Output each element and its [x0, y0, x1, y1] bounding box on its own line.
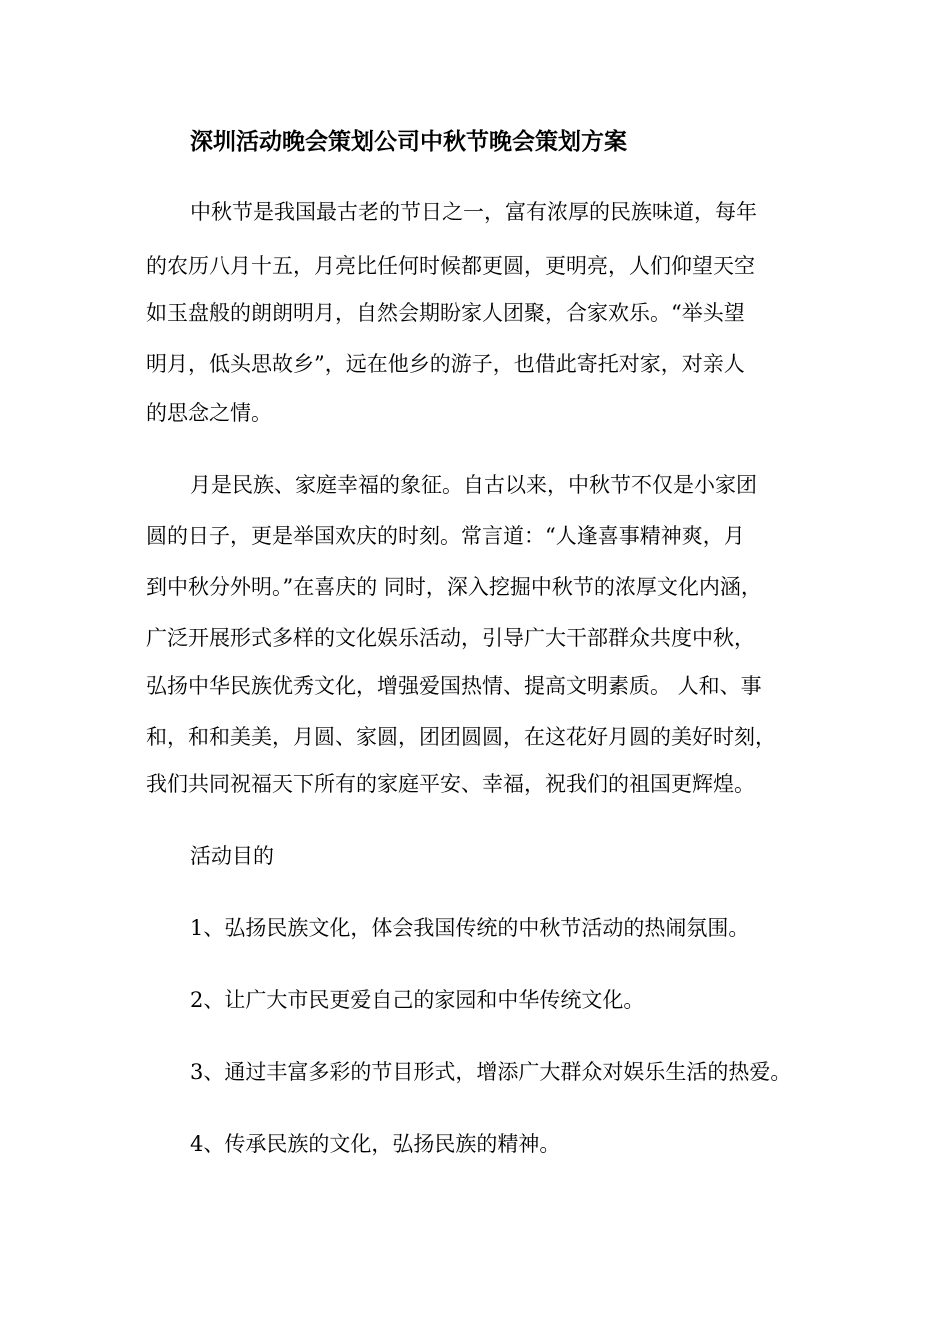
- paragraph-line: 月是民族、家庭幸福的象征。自古以来，中秋节不仅是小家团: [190, 473, 757, 497]
- list-item: 1、弘扬民族文化，体会我国传统的中秋节活动的热闹氛围。: [190, 916, 750, 940]
- paragraph-line: 中秋节是我国最古老的节日之一，富有浓厚的民族味道，每年: [190, 200, 757, 224]
- paragraph-line: 我们共同祝福天下所有的家庭平安、幸福，祝我们的祖国更辉煌。: [146, 772, 755, 796]
- paragraph-line: 到中秋分外明。”在喜庆的 同时，深入挖掘中秋节的浓厚文化内涵，: [146, 575, 762, 599]
- document-title: 深圳活动晚会策划公司中秋节晚会策划方案: [190, 128, 627, 155]
- list-item: 2、让广大市民更爱自己的家园和中华传统文化。: [190, 988, 645, 1012]
- section-heading: 活动目的: [190, 844, 274, 868]
- paragraph-line: 广泛开展形式多样的文化娱乐活动，引导广大干部群众共度中秋，: [146, 626, 755, 650]
- paragraph-line: 圆的日子，更是举国欢庆的时刻。常言道：“人逢喜事精神爽，月: [146, 524, 745, 548]
- list-item: 3、通过丰富多彩的节目形式，增添广大群众对娱乐生活的热爱。: [190, 1060, 792, 1084]
- paragraph-line: 弘扬中华民族优秀文化，增强爱国热情、提高文明素质。 人和、事: [146, 674, 762, 698]
- paragraph-line: 的思念之情。: [146, 401, 272, 425]
- list-item: 4、传承民族的文化，弘扬民族的精神。: [190, 1132, 561, 1156]
- paragraph-line: 如玉盘般的朗朗明月，自然会期盼家人团聚，合家欢乐。“举头望: [146, 301, 745, 325]
- paragraph-line: 和，和和美美，月圆、家圆，团团圆圆，在这花好月圆的美好时刻，: [146, 725, 776, 749]
- paragraph-line: 的农历八月十五，月亮比任何时候都更圆，更明亮，人们仰望天空: [146, 254, 755, 278]
- paragraph-line: 明月，低头思故乡”，远在他乡的游子，也借此寄托对家，对亲人: [146, 352, 745, 376]
